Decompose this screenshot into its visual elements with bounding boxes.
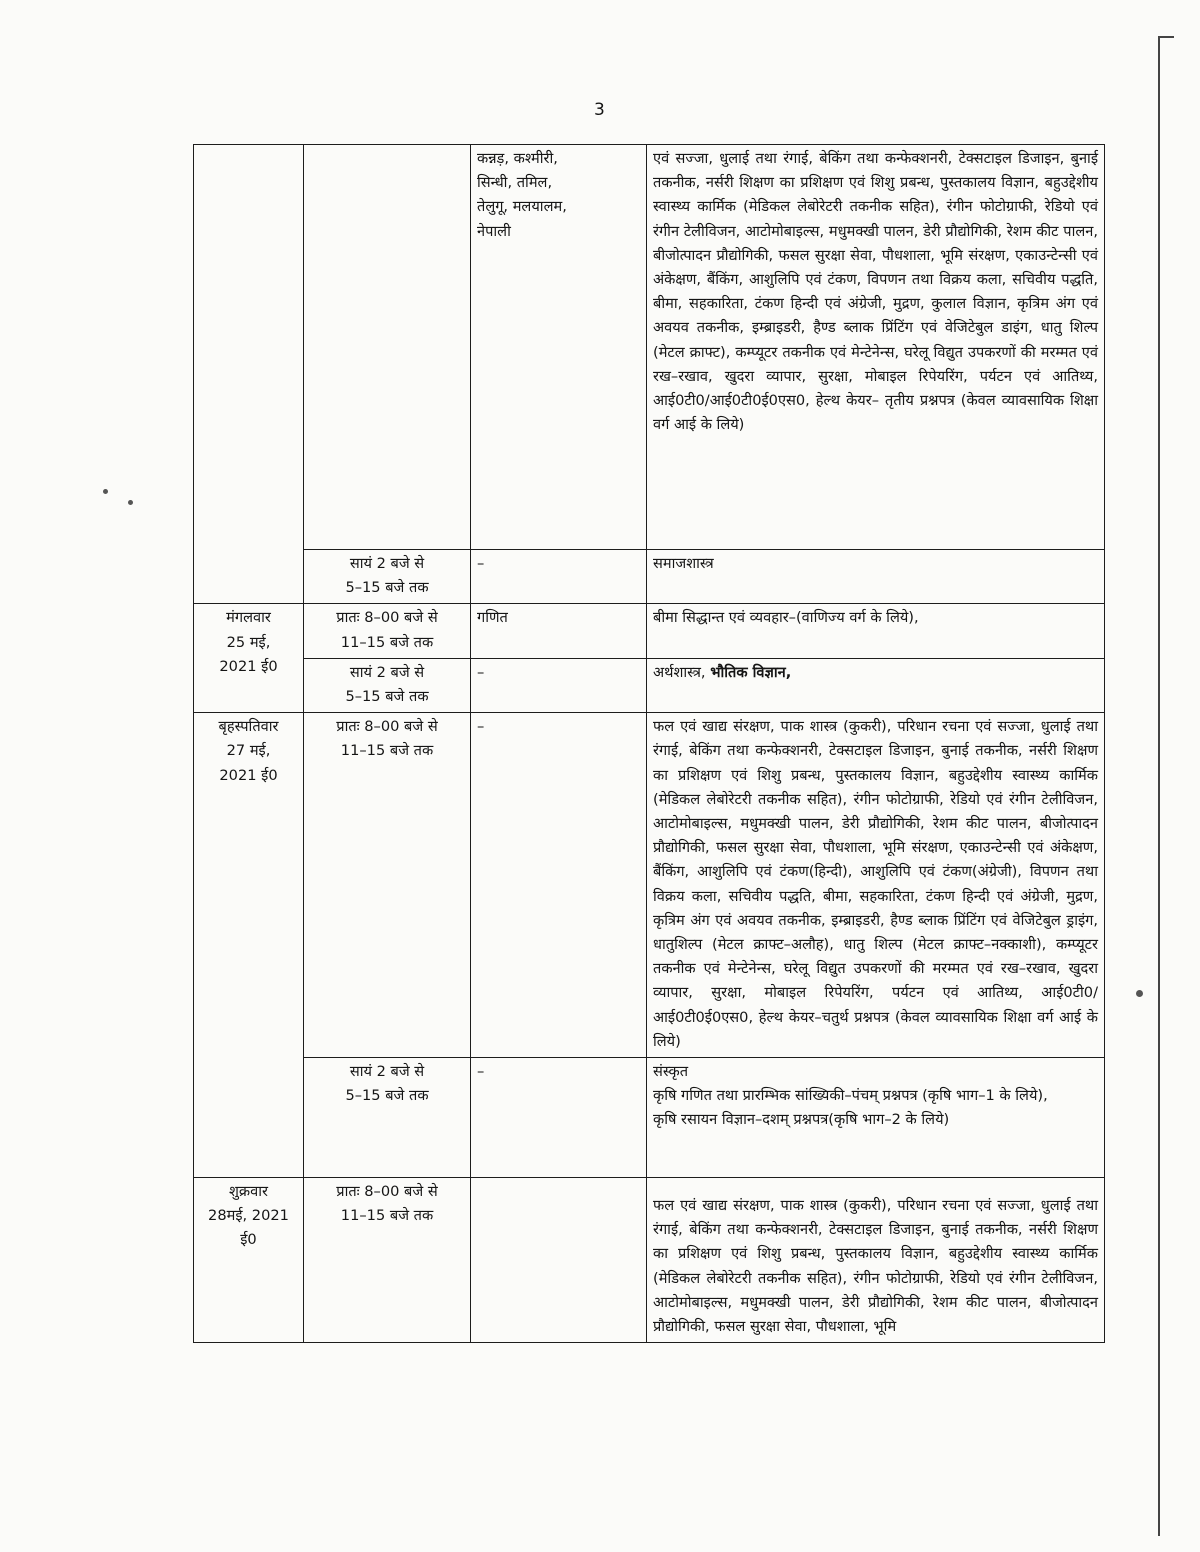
table-row [194, 550, 1105, 604]
scan-margin-mark [1158, 36, 1174, 1536]
day-cell: शुक्रवार 28मई, 2021 ई0 [194, 1178, 304, 1343]
page-number: 3 [594, 100, 605, 120]
subject-cell: – [471, 550, 647, 604]
table-row [194, 145, 1105, 550]
time-cell: प्रातः 8–00 बजे से 11–15 बजे तक [304, 1178, 471, 1343]
time-cell: सायं 2 बजे से 5–15 बजे तक [304, 1058, 471, 1178]
papers-cell: समाजशास्त्र [647, 550, 1105, 604]
scan-speck [1136, 990, 1143, 997]
papers-cell: संस्कृत कृषि गणित तथा प्रारम्भिक सांख्यिकी–पंचम् प्रश्नपत्र (कृषि भाग–1 के लिये), कृषि रसायन विज्ञान–दशम् प्रश्नपत्र(कृषि भाग–2 के लिये) [647, 1058, 1105, 1178]
time-cell: सायं 2 बजे से 5–15 बजे तक [304, 658, 471, 712]
day-cell: मंगलवार 25 मई, 2021 ई0 [194, 604, 304, 713]
table-row [194, 1178, 1105, 1343]
papers-cell: अर्थशास्त्र, भौतिक विज्ञान, [647, 658, 1105, 712]
time-cell [304, 145, 471, 550]
scan-speck [128, 500, 133, 505]
papers-cell: फल एवं खाद्य संरक्षण, पाक शास्त्र (कुकरी), परिधान रचना एवं सज्जा, धुलाई तथा रंगाई, बेकिंग तथा कन्फेक्शनरी, टेक्सटाइल डिजाइन, बुनाई तकनीक, नर्सरी शिक्षण का प्रशिक्षण एवं शिशु प्रबन्ध, पुस्तकालय विज्ञान, बहुउद्देशीय स्वास्थ्य कार्मिक (मेडिकल लेबोरेटरी तकनीक सहित), रंगीन फोटोग्राफी, रेडियो एवं रंगीन टेलीविजन, आटोमोबाइल्स, मधुमक्खी पालन, डेरी प्रौद्योगिकी, रेशम कीट पालन, बीजोत्पादन प्रौद्योगिकी, फसल सुरक्षा सेवा, पौधशाला, भूमि संरक्षण, एकाउन्टेन्सी एवं अंकेक्षण, बैंकिंग, आशुलिपि एवं टंकण(हिन्दी), आशुलिपि एवं टंकण(अंग्रेजी), विपणन तथा विक्रय कला, सचिवीय पद्धति, बीमा, सहकारिता, टंकण हिन्दी एवं अंग्रेजी, मुद्रण, कृत्रिम अंग एवं अवयव तकनीक, इम्ब्राइडरी, हैण्ड ब्लाक प्रिंटिंग एवं वेजिटेबुल ड्राइंग, धातुशिल्प (मेटल क्राफ्ट–अलौह), धातु शिल्प (मेटल क्राफ्ट–नक्काशी), कम्प्यूटर तकनीक एवं मेन्टेनेन्स, घरेलू विद्युत उपकरणों की मरम्मत एवं रख–रखाव, खुदरा व्यापार, सुरक्षा, मोबाइल रिपेयरिंग, पर्यटन एवं आतिथ्य, आई0टी0/ आई0टी0ई0एस0, हेल्थ केयर–चतुर्थ प्रश्नपत्र (केवल व्यावसायिक शिक्षा वर्ग आई के लिये) [647, 713, 1105, 1058]
subject-cell [471, 1178, 647, 1343]
time-cell: प्रातः 8–00 बजे से 11–15 बजे तक [304, 604, 471, 658]
papers-cell: फल एवं खाद्य संरक्षण, पाक शास्त्र (कुकरी), परिधान रचना एवं सज्जा, धुलाई तथा रंगाई, बेकिंग तथा कन्फेक्शनरी, टेक्सटाइल डिजाइन, बुनाई तकनीक, नर्सरी शिक्षण का प्रशिक्षण एवं शिशु प्रबन्ध, पुस्तकालय विज्ञान, बहुउद्देशीय स्वास्थ्य कार्मिक (मेडिकल लेबोरेटरी तकनीक सहित), रंगीन फोटोग्राफी, रेडियो एवं रंगीन टेलीविजन, आटोमोबाइल्स, मधुमक्खी पालन, डेरी प्रौद्योगिकी, रेशम कीट पालन, बीजोत्पादन प्रौद्योगिकी, फसल सुरक्षा सेवा, पौधशाला, भूमि [647, 1178, 1105, 1343]
subject-cell: गणित [471, 604, 647, 658]
day-cell [194, 145, 304, 604]
exam-schedule-table [193, 144, 1105, 1343]
table-row [194, 1058, 1105, 1178]
subject-cell: कन्नड़, कश्मीरी, सिन्धी, तमिल, तेलुगू, मलयालम, नेपाली [471, 145, 647, 550]
time-cell: प्रातः 8–00 बजे से 11–15 बजे तक [304, 713, 471, 1058]
table-row [194, 604, 1105, 658]
papers-cell: बीमा सिद्धान्त एवं व्यवहार–(वाणिज्य वर्ग के लिये), [647, 604, 1105, 658]
subject-cell: – [471, 1058, 647, 1178]
day-cell: बृहस्पतिवार 27 मई, 2021 ई0 [194, 713, 304, 1178]
time-cell: सायं 2 बजे से 5–15 बजे तक [304, 550, 471, 604]
subject-cell: – [471, 658, 647, 712]
table-row [194, 713, 1105, 1058]
subject-cell: – [471, 713, 647, 1058]
papers-cell: एवं सज्जा, धुलाई तथा रंगाई, बेकिंग तथा कन्फेक्शनरी, टेक्सटाइल डिजाइन, बुनाई तकनीक, नर्सरी शिक्षण का प्रशिक्षण एवं शिशु प्रबन्ध, पुस्तकालय विज्ञान, बहुउद्देशीय स्वास्थ्य कार्मिक (मेडिकल लेबोरेटरी तकनीक सहित), रंगीन फोटोग्राफी, रेडियो एवं रंगीन टेलीविजन, आटोमोबाइल्स, मधुमक्खी पालन, डेरी प्रौद्योगिकी, रेशम कीट पालन, बीजोत्पादन प्रौद्योगिकी, फसल सुरक्षा सेवा, पौधशाला, भूमि संरक्षण, एकाउन्टेन्सी एवं अंकेक्षण, बैंकिंग, आशुलिपि एवं टंकण, विपणन तथा विक्रय कला, सचिवीय पद्धति, बीमा, सहकारिता, टंकण हिन्दी एवं अंग्रेजी, मुद्रण, कुलाल विज्ञान, कृत्रिम अंग एवं अवयव तकनीक, इम्ब्राइडरी, हैण्ड ब्लाक प्रिंटिंग एवं वेजिटेबुल डाइंग, धातु शिल्प (मेटल क्राफ्ट), कम्प्यूटर तकनीक एवं मेन्टेनेन्स, घरेलू विद्युत उपकरणों की मरम्मत एवं रख–रखाव, खुदरा व्यापार, सुरक्षा, मोबाइल रिपेयरिंग, पर्यटन एवं आतिथ्य, आई0टी0/आई0टी0ई0एस0, हेल्थ केयर– तृतीय प्रश्नपत्र (केवल व्यावसायिक शिक्षा वर्ग आई के लिये) [647, 145, 1105, 550]
scan-speck [103, 489, 108, 494]
table-row [194, 658, 1105, 712]
